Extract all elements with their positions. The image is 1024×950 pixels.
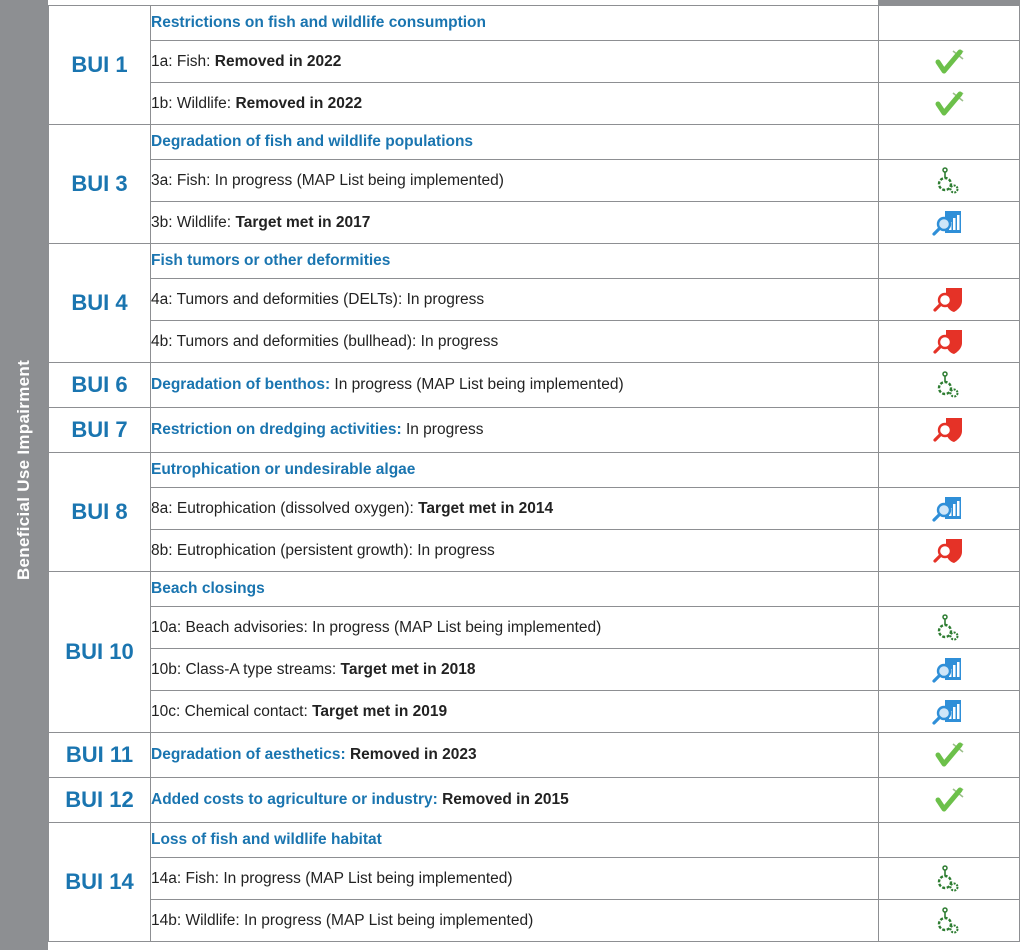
bui-item-row	[49, 83, 1020, 125]
bui-title-cell	[151, 363, 879, 408]
bui-code: BUI 11	[49, 733, 151, 778]
bui-title: Added costs to agriculture or industry:	[151, 791, 438, 808]
status-cell	[879, 691, 1020, 733]
bui-table	[48, 5, 1020, 942]
bui-item-row	[49, 649, 1020, 691]
bui-group-row	[49, 453, 1020, 488]
magnifier-shield-icon	[929, 285, 969, 315]
status-cell	[879, 408, 1020, 453]
bui-group-row	[49, 572, 1020, 607]
item-label: 3a: Fish:	[151, 171, 211, 189]
bui-group-row	[49, 408, 1020, 453]
status-cell	[879, 572, 1020, 607]
gear-plant-icon	[929, 370, 969, 400]
magnifier-chart-icon	[929, 655, 969, 685]
bui-item-row	[49, 691, 1020, 733]
bui-group-row	[49, 823, 1020, 858]
side-bar	[0, 0, 48, 950]
bui-title: Degradation of fish and wildlife populations	[151, 133, 474, 150]
item-label: 1b: Wildlife:	[151, 94, 232, 112]
bui-item-cell	[151, 83, 879, 125]
bui-item-cell	[151, 160, 879, 202]
bui-title-cell	[151, 125, 879, 160]
bui-group-row	[49, 733, 1020, 778]
bui-title-cell	[151, 453, 879, 488]
status-cell	[879, 160, 1020, 202]
bui-title-cell	[151, 244, 879, 279]
item-status: Removed in 2022	[235, 94, 363, 112]
item-label: 10b: Class-A type streams:	[151, 660, 337, 678]
bui-item-cell	[151, 691, 879, 733]
bui-item-row	[49, 488, 1020, 530]
item-label: 3b: Wildlife:	[151, 213, 232, 231]
bui-title: Restriction on dredging activities:	[151, 421, 402, 438]
bui-title-cell	[151, 408, 879, 453]
status-cell	[879, 823, 1020, 858]
bui-code: BUI 12	[49, 778, 151, 823]
item-status: In progress (MAP List being implemented)	[223, 869, 513, 887]
item-status: Target met in 2019	[312, 702, 448, 720]
bui-status: In progress (MAP List being implemented)	[334, 376, 624, 393]
bui-item-row	[49, 321, 1020, 363]
item-status: Target met in 2014	[418, 499, 554, 517]
status-cell	[879, 244, 1020, 279]
bui-table-body	[49, 6, 1020, 942]
bui-title-cell	[151, 6, 879, 41]
bui-group-row	[49, 778, 1020, 823]
status-cell	[879, 279, 1020, 321]
magnifier-shield-icon	[929, 536, 969, 566]
gear-plant-icon	[929, 864, 969, 894]
item-label: 8b: Eutrophication (persistent growth):	[151, 541, 413, 559]
status-cell	[879, 125, 1020, 160]
bui-group-row	[49, 6, 1020, 41]
bui-status: Removed in 2023	[349, 746, 477, 763]
bui-code: BUI 3	[49, 125, 151, 244]
bui-item-row	[49, 202, 1020, 244]
bui-item-cell	[151, 858, 879, 900]
status-cell	[879, 6, 1020, 41]
item-label: 4a: Tumors and deformities (DELTs):	[151, 290, 403, 308]
item-label: 10c: Chemical contact:	[151, 702, 308, 720]
bui-item-row	[49, 279, 1020, 321]
bui-title-cell	[151, 733, 879, 778]
bui-title: Beach closings	[151, 580, 265, 597]
bui-title: Loss of fish and wildlife habitat	[151, 831, 382, 848]
status-cell	[879, 41, 1020, 83]
item-label: 10a: Beach advisories:	[151, 618, 308, 636]
bui-item-cell	[151, 649, 879, 691]
side-label: Beneficial Use Impairment	[14, 359, 33, 581]
item-label: 14a: Fish:	[151, 869, 220, 887]
bui-item-cell	[151, 607, 879, 649]
status-cell	[879, 363, 1020, 408]
bui-title: Degradation of aesthetics:	[151, 746, 346, 763]
check-icon	[929, 89, 969, 119]
item-label: 1a: Fish:	[151, 52, 211, 70]
bui-code: BUI 6	[49, 363, 151, 408]
status-cell	[879, 778, 1020, 823]
bui-code: BUI 1	[49, 6, 151, 125]
item-status: In progress (MAP List being implemented)	[244, 911, 534, 929]
status-cell	[879, 649, 1020, 691]
bui-item-cell	[151, 488, 879, 530]
bui-item-row	[49, 41, 1020, 83]
check-icon	[929, 785, 969, 815]
magnifier-chart-icon	[929, 697, 969, 727]
check-icon	[929, 740, 969, 770]
item-status: In progress	[420, 332, 499, 350]
status-cell	[879, 453, 1020, 488]
bui-group-row	[49, 244, 1020, 279]
magnifier-shield-icon	[929, 327, 969, 357]
status-cell	[879, 733, 1020, 778]
bui-item-row	[49, 160, 1020, 202]
bui-item-row	[49, 858, 1020, 900]
gear-plant-icon	[929, 613, 969, 643]
bui-status: Removed in 2015	[442, 791, 569, 808]
item-status: In progress	[406, 290, 485, 308]
bui-title-cell	[151, 572, 879, 607]
bui-code: BUI 14	[49, 823, 151, 942]
magnifier-chart-icon	[929, 208, 969, 238]
item-status: Removed in 2022	[214, 52, 342, 70]
gear-plant-icon	[929, 906, 969, 936]
status-cell	[879, 900, 1020, 942]
item-status: In progress (MAP List being implemented)	[312, 618, 602, 636]
magnifier-shield-icon	[929, 415, 969, 445]
bui-item-cell	[151, 900, 879, 942]
bui-title-cell	[151, 823, 879, 858]
bui-title: Fish tumors or other deformities	[151, 252, 391, 269]
item-label: 4b: Tumors and deformities (bullhead):	[151, 332, 417, 350]
bui-item-cell	[151, 530, 879, 572]
bui-group-row	[49, 363, 1020, 408]
status-cell	[879, 83, 1020, 125]
status-cell	[879, 202, 1020, 244]
bui-item-cell	[151, 321, 879, 363]
bui-item-row	[49, 530, 1020, 572]
bui-code: BUI 10	[49, 572, 151, 733]
status-cell	[879, 530, 1020, 572]
bui-title: Eutrophication or undesirable algae	[151, 461, 416, 478]
item-label: 8a: Eutrophication (dissolved oxygen):	[151, 499, 414, 517]
check-icon	[929, 47, 969, 77]
status-cell	[879, 858, 1020, 900]
bui-code: BUI 4	[49, 244, 151, 363]
bui-item-cell	[151, 41, 879, 83]
item-status: Target met in 2018	[340, 660, 476, 678]
bui-title-cell	[151, 778, 879, 823]
bui-code: BUI 7	[49, 408, 151, 453]
bui-item-row	[49, 900, 1020, 942]
bui-title: Restrictions on fish and wildlife consumption	[151, 14, 486, 31]
item-status: In progress	[417, 541, 495, 559]
status-cell	[879, 607, 1020, 649]
bui-item-cell	[151, 202, 879, 244]
status-cell	[879, 321, 1020, 363]
bui-status: In progress	[405, 421, 484, 438]
item-status: In progress (MAP List being implemented)	[214, 171, 504, 189]
bui-title: Degradation of benthos:	[151, 376, 331, 393]
bui-item-cell	[151, 279, 879, 321]
bui-group-row	[49, 125, 1020, 160]
gear-plant-icon	[929, 166, 969, 196]
item-label: 14b: Wildlife:	[151, 911, 240, 929]
magnifier-chart-icon	[929, 494, 969, 524]
bui-code: BUI 8	[49, 453, 151, 572]
item-status: Target met in 2017	[235, 213, 371, 231]
status-cell	[879, 488, 1020, 530]
bui-item-row	[49, 607, 1020, 649]
